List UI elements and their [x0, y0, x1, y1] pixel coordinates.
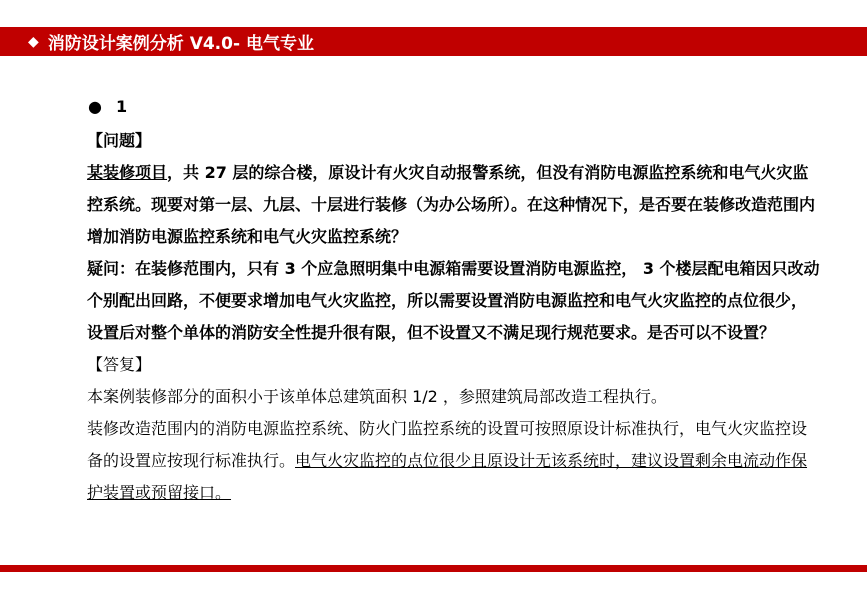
item-number-line — [87, 92, 822, 122]
answer-paragraph-2 — [87, 413, 822, 509]
bullet-dot-icon: ● — [88, 97, 102, 116]
item-number: 1 — [115, 97, 128, 116]
answer-paragraph-1: 本案例装修部分的面积小于该单体总建筑面积 1/2 ，参照建筑局部改造工程执行。 — [87, 387, 667, 406]
answer-paragraph-2-plain: 装修改造范围内的消防电源监控系统、防火门监控系统的设置可按照原设计标准执行，电气火灾监控设备的设置应按现行标准执行。 — [87, 419, 808, 470]
question-heading: 【问题】 — [87, 131, 152, 150]
question-text-underlined: 某装修项目 — [87, 163, 168, 182]
content-area — [87, 92, 822, 509]
doubt-text: 疑问：在装修范围内，只有 3 个应急照明集中电源箱需要设置消防电源监控， 3 个楼层配电箱因只改动个别配出回路，不便要求增加电气火灾监控，所以需要设置消防电源监控和电气火灾监控的点位很少，设置后对整个单体的消防安全性提升很有限，但不设置又不满足现行规范要求。是否可以不设置？ — [87, 259, 820, 342]
answer-paragraph-2-underlined: 电气火灾监控的点位很少且原设计无该系统时，建议设置剩余电流动作保护装置或预留接口。 — [87, 451, 808, 502]
question-text-rest: ，共 27 层的综合楼，原设计有火灾自动报警系统，但没有消防电源监控系统和电气火灾监控系统。现要对第一层、九层、十层进行装修（为办公场所）。在这种情况下，是否要在装修改造范围内增加消防电源监控系统和电气火灾监控系统？ — [87, 163, 816, 246]
page-title: 消防设计案例分析 V4.0- 电气专业 — [47, 34, 314, 54]
answer-heading: 【答复】 — [87, 355, 152, 374]
question-text — [87, 157, 822, 253]
footer-bar — [0, 565, 867, 572]
diamond-bullet-icon: ◆ — [28, 33, 39, 50]
header-bar — [0, 27, 867, 56]
